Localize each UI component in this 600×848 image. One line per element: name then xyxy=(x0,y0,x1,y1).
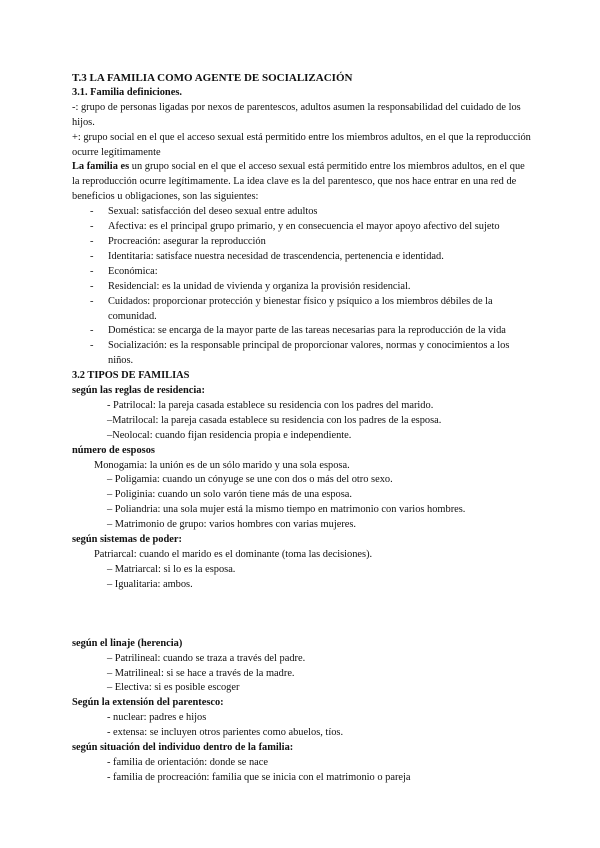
subheading-lineage: según el linaje (herencia) xyxy=(72,637,183,649)
subheading-kinship: Según la extensión del parentesco: xyxy=(72,697,224,709)
document-title: T.3 LA FAMILIA COMO AGENTE DE SOCIALIZACIÓN xyxy=(72,72,353,84)
list-item: – Matriarcal: si lo es la esposa. xyxy=(107,563,236,575)
list-item: - familia de orientación: donde se nace xyxy=(107,756,268,768)
subheading-spouses: número de esposos xyxy=(72,444,155,456)
list-item: - Sexual: satisfacción del deseo sexual entre adultos xyxy=(72,205,534,220)
list-item: Monogamia: la unión es de un sólo marido y una sola esposa. xyxy=(94,459,350,471)
list-item: - extensa: se incluyen otros parientes como abuelos, tíos. xyxy=(107,727,344,739)
section-heading-types: 3.2 TIPOS DE FAMILIAS xyxy=(72,370,190,382)
list-item: - nuclear: padres e hijos xyxy=(107,712,207,724)
list-item: – Matrilineal: si se hace a través de la madre. xyxy=(107,667,295,679)
section-heading-definitions: 3.1. Familia definiciones. xyxy=(72,86,182,98)
list-item: - Identitaria: satisface nuestra necesidad de trascendencia, pertenencia e identidad. xyxy=(72,250,534,265)
definition-2: +: grupo social en el que el acceso sexual está permitido entre los miembros adultos, en el que la reproducción ocurre legítimamente xyxy=(72,131,531,158)
list-item: - Afectiva: es el principal grupo primario, y en consecuencia el mayor apoyo afectivo del sujeto xyxy=(72,220,534,235)
list-item: – Electiva: si es posible escoger xyxy=(107,682,240,694)
list-item: - Económica: xyxy=(72,265,534,280)
list-item: - Procreación: asegurar la reproducción xyxy=(72,235,534,250)
list-item: – Poligamia: cuando un cónyuge se une con dos o más del otro sexo. xyxy=(107,474,393,486)
list-item: – Matrimonio de grupo: varios hombres con varias mujeres. xyxy=(107,519,357,531)
definition-main xyxy=(72,160,534,205)
spacer xyxy=(72,593,534,637)
definition-main-bold: La familia es xyxy=(72,161,130,173)
subheading-power: según sistemas de poder: xyxy=(72,534,182,546)
list-item: - Residencial: es la unidad de vivienda y organiza la provisión residencial. xyxy=(72,280,534,295)
list-item: –Matrilocal: la pareja casada establece su residencia con los padres de la esposa. xyxy=(107,414,442,426)
functions-list xyxy=(72,205,534,369)
document-content xyxy=(72,71,534,786)
list-item: - Cuidados: proporcionar protección y bienestar físico y psíquico a los miembros débiles de la comunidad. xyxy=(72,295,534,325)
list-item: –Neolocal: cuando fijan residencia propia e independiente. xyxy=(107,429,352,441)
subheading-residence: según las reglas de residencia: xyxy=(72,385,205,397)
list-item: Patriarcal: cuando el marido es el dominante (toma las decisiones). xyxy=(94,549,373,560)
list-item: – Poliginia: cuando un solo varón tiene más de una esposa. xyxy=(107,489,352,501)
list-item: - familia de procreación: familia que se inicia con el matrimonio o pareja xyxy=(107,771,411,783)
list-item: - Doméstica: se encarga de la mayor parte de las tareas necesarias para la reproducción de la vida xyxy=(72,324,534,339)
list-item: - Patrilocal: la pareja casada establece su residencia con los padres del marido. xyxy=(107,399,434,411)
definition-1: -: grupo de personas ligadas por nexos de parentescos, adultos asumen la responsabilidad del cuidado de los hijos. xyxy=(72,101,521,128)
list-item: – Poliandria: una sola mujer está la mismo tiempo en matrimonio con varios hombres. xyxy=(107,504,466,516)
list-item: – Patrilineal: cuando se traza a través del padre. xyxy=(107,652,306,664)
subheading-situation: según situación del individuo dentro de la familia: xyxy=(72,742,294,754)
list-item: – Igualitaria: ambos. xyxy=(107,578,193,590)
definition-main-text: un grupo social en el que el acceso sexual está permitido entre los miembros adultos, en el que la reproducción ocurre legítimamente. La idea clave es la del parentesco, que nos hace entrar en una red de beneficios u obligaciones, son las siguientes: xyxy=(72,161,525,203)
list-item: - Socialización: es la responsable principal de proporcionar valores, normas y conocimientos a los niños. xyxy=(72,339,534,369)
